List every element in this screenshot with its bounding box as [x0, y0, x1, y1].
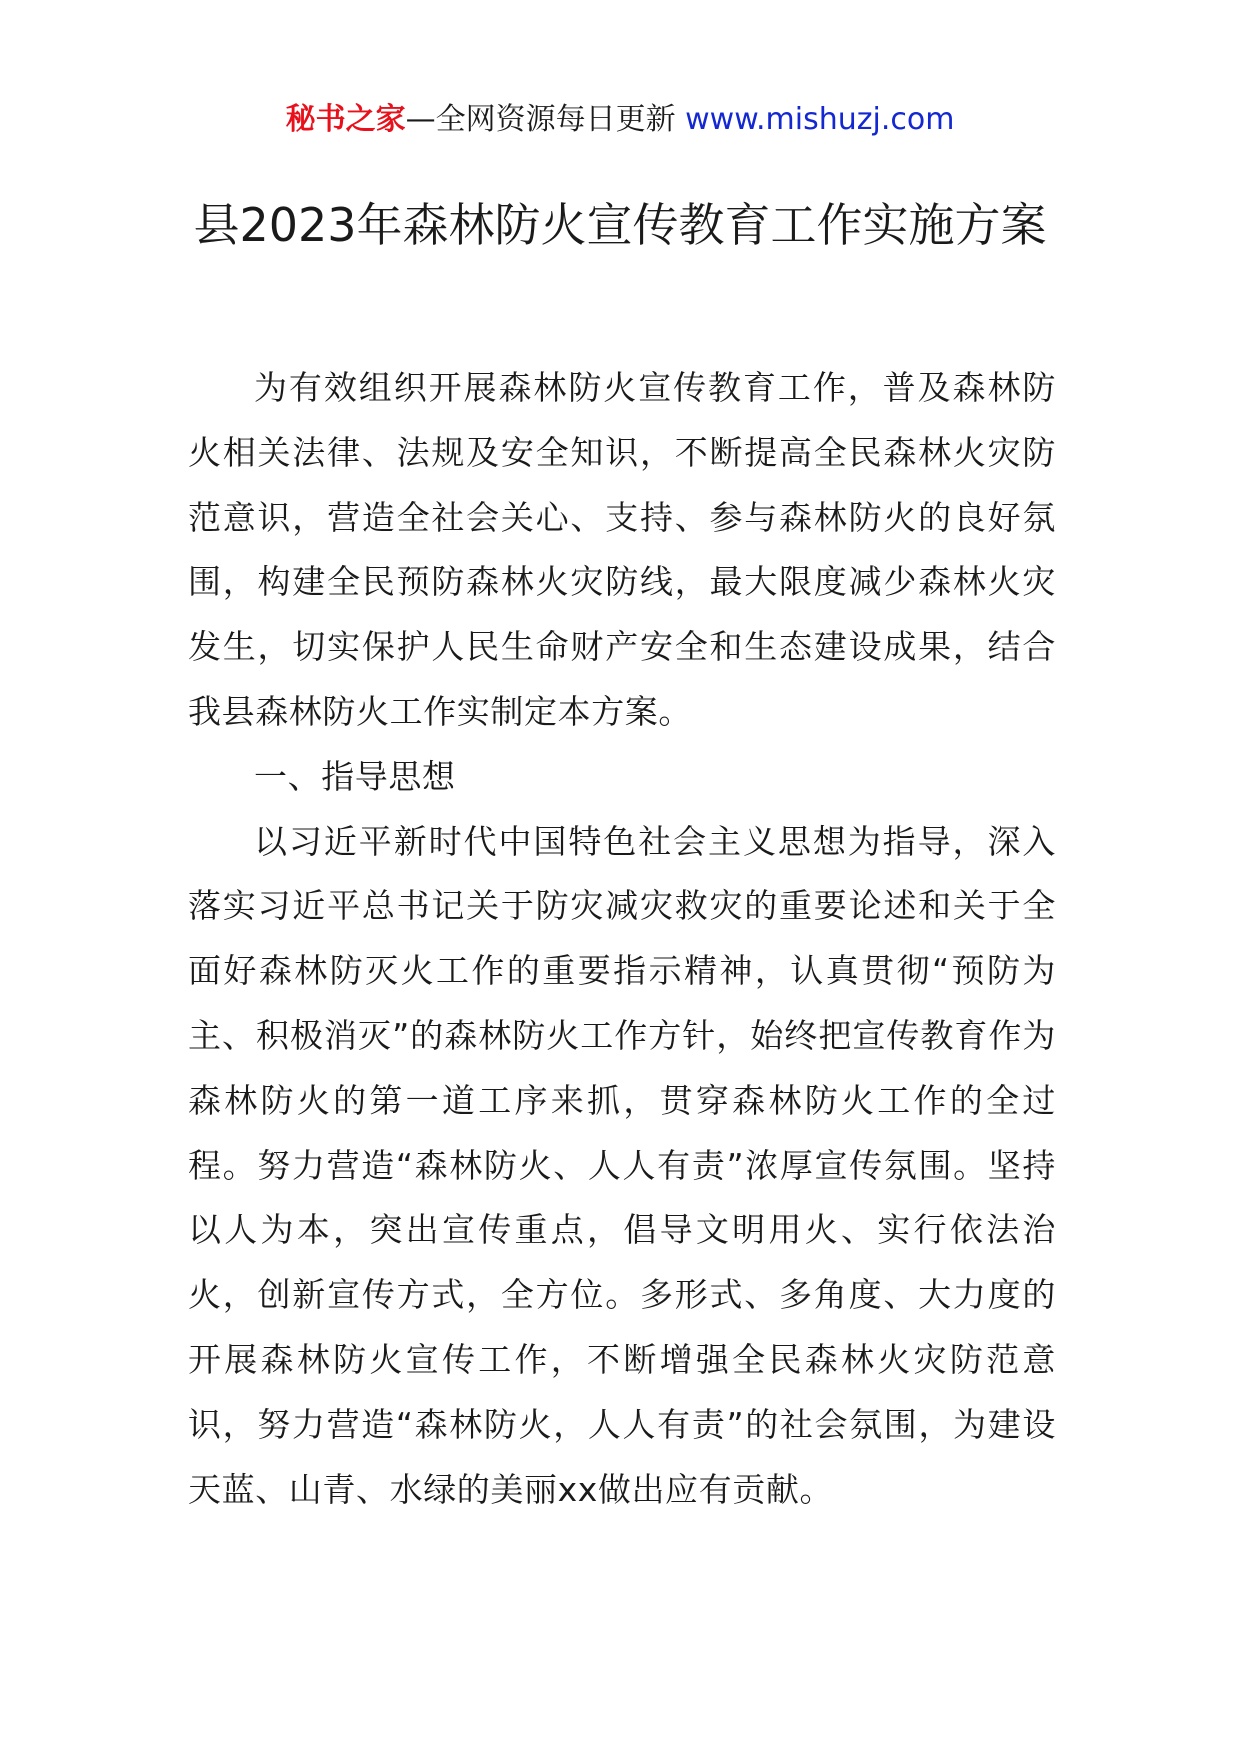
site-slogan: —全网资源每日更新: [405, 102, 686, 137]
intro-paragraph: 为有效组织开展森林防火宣传教育工作，普及森林防火相关法律、法规及安全知识，不断提高全民森林火灾防范意识，营造全社会关心、支持、参与森林防火的良好氛围，构建全民预防森林火灾防线，最大限度减少森林火灾发生，切实保护人民生命财产安全和生态建设成果，结合我县森林防火工作实制定本方案。: [188, 368, 1056, 731]
document-title: 县2023年森林防火宣传教育工作实施方案: [193, 198, 1047, 252]
section-heading: 一、指导思想: [254, 756, 456, 796]
site-url: www.mishuzj.com: [685, 102, 955, 137]
site-brand: 秘书之家: [285, 102, 406, 137]
guiding-thought-paragraph: 以习近平新时代中国特色社会主义思想为指导，深入落实习近平总书记关于防灾减灾救灾的重要论述和关于全面好森林防灭火工作的重要指示精神，认真贯彻“预防为主、积极消灭”的森林防火工作方针，始终把宣传教育作为森林防火的第一道工序来抓，贯穿森林防火工作的全过程。努力营造“森林防火、人人有责”浓厚宣传氛围。坚持以人为本，突出宣传重点，倡导文明用火、实行依法治火，创新宣传方式，全方位。多形式、多角度、大力度的开展森林防火宣传工作，不断增强全民森林火灾防范意识，努力营造“森林防火，人人有责”的社会氛围，为建设天蓝、山青、水绿的美丽xx做出应有贡献。: [188, 821, 1056, 1509]
document-body: [188, 356, 1056, 1522]
site-header: [0, 100, 1240, 140]
